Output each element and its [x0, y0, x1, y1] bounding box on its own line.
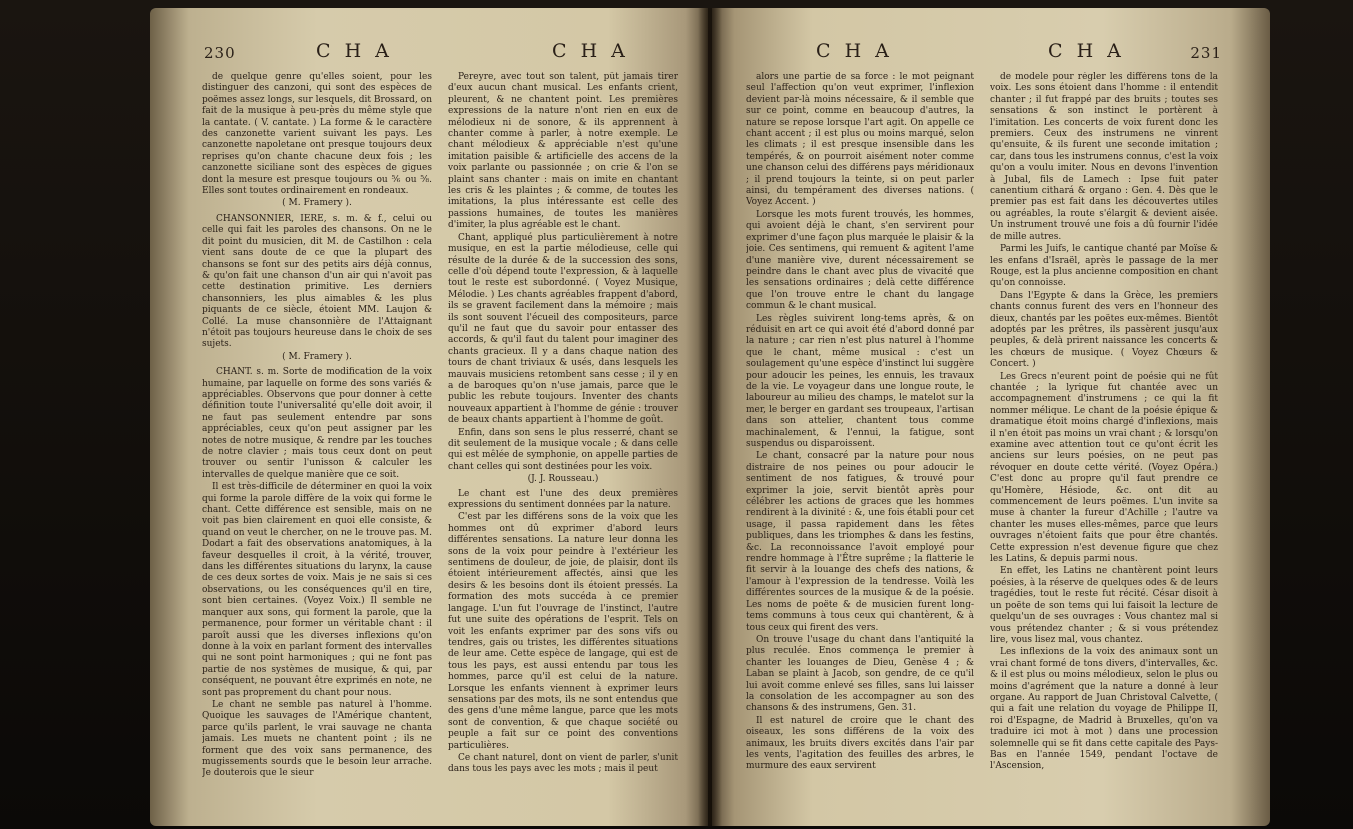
paragraph: On trouve l'usage du chant dans l'antiquité la plus reculée. Enos commença le premier à chanter les louanges de Dieu, Genèse 4 ; & Laban se plaint à Jacob, son gendre, de ce qu'il lui avoit comme enlevé ses filles, sans lui laisser la consolation de les accompagner au son des chansons & des instrumens, Gen. 31. [746, 634, 974, 714]
dictionary-entry: CHANT. s. m. Sorte de modification de la voix humaine, par laquelle on forme des sons variés & appréciables. Observons que pour donner à cette définition toute l'universalité qu'elle doit avoir, il ne faut pas seulement entendre par sons appréciables, ceux qu'on peut assigner par les notes de notre musique, & rendre par les touches de notre clavier ; mais tous ceux dont on peut trouver ou sentir l'unisson & calculer les intervalles de quelque manière que ce soit. [202, 367, 432, 480]
paragraph: Ce chant naturel, dont on vient de parler, s'unit dans tous les pays avec les mots ; mais il peut [448, 752, 678, 775]
left-page-number: 230 [204, 44, 236, 62]
author-signature: ( M. Framery ). [282, 198, 352, 209]
right-column-1 [746, 72, 974, 810]
left-page-columns [202, 72, 678, 810]
right-page-columns [746, 72, 1218, 810]
paragraph: Le chant ne semble pas naturel à l'homme. Quoique les sauvages de l'Amérique chantent, parce qu'ils parlent, le vrai sauvage ne chanta jamais. Les muets ne chantent point ; ils ne forment que des voix sans permanence, des mugissements sourds que le besoin leur arrache. Je douterois que le sieur [202, 699, 432, 779]
paragraph: de quelque genre qu'elles soient, pour les distinguer des canzoni, qui sont des espèces de poëmes assez longs, sur lesquels, dit Brossard, on fait de la musique à peu-près du même style que la cantate. ( V. cantate. ) La forme & le caractère des canzonette varient suivant les pays. Les canzonette napoletane ont presque toujours deux reprises qu'on chante chacune deux fois ; les canzonette siciliane sont des espèces de gigues dont la mesure est presque toujours ou ⅚ ou ⅝. Elles sont toutes ordinairement en rondeaux. [202, 72, 432, 197]
paragraph: de modele pour régler les différens tons de la voix. Les sons étoient dans l'homme : il entendit chanter ; il fut frappé par des bruits ; toutes ses sensations & son instinct le portèrent à l'imitation. Les concerts de voix furent donc les premiers. Ceux des instrumens ne vinrent qu'ensuite, & ils furent une seconde imitation ; car, dans tous les instrumens connus, c'est la voix qu'on a voulu imiter. Nous en devons l'invention à Jubal, fils de Lamech : Ipse fuit pater canentium cithará & organo : Gen. 4. Dès que le premier pas est fait dans les découvertes utiles ou agréables, la route s'élargit & devient aisée. Un instrument trouvé une fois a dû fournir l'idée de mille autres. [990, 72, 1218, 242]
author-signature: (J. J. Rousseau.) [527, 474, 599, 485]
right-page-number: 231 [1190, 44, 1222, 62]
right-page [712, 8, 1270, 826]
paragraph: Pereyre, avec tout son talent, pût jamais tirer d'eux aucun chant musical. Les enfants crient, pleurent, & ne chantent point. Les premières expressions de la nature n'ont rien en eux de mélodieux ni de sonore, & ils apprennent à chanter comme à parler, à notre exemple. Le chant mélodieux & appréciable n'est qu'une imitation paisible & artificielle des accens de la voix parlante ou passionnée ; on crie & l'on se plaint sans chanter : mais on imite en chantant les cris & les plaintes ; & comme, de toutes les imitations, la plus intéressante est celle des passions humaines, de toutes les manières d'imiter, la plus agréable est le chant. [448, 72, 678, 231]
left-running-head-2: C H A [552, 40, 629, 62]
paragraph: Lorsque les mots furent trouvés, les hommes, qui avoient déjà le chant, s'en servirent pour exprimer d'une façon plus marquée le plaisir & la joie. Ces sentimens, qui remuent & agitent l'ame d'une manière vive, durent nécessairement se peindre dans le chant avec plus de vivacité que les sensations ordinaires ; delà cette différence que l'on trouve entre le chant du langage commun & le chant musical. [746, 209, 974, 312]
left-page [150, 8, 708, 826]
left-running-head-1: C H A [316, 40, 393, 62]
paragraph: Le chant, consacré par la nature pour nous distraire de nos peines ou pour adoucir le sentiment de nos fatigues, & trouvé pour exprimer la joie, servit bientôt après pour célébrer les actions de graces que les hommes rendirent à la divinité : &, une fois établi pour cet usage, il passa rapidement dans les fêtes publiques, dans les triomphes & dans les festins, &c. La reconnoissance l'avoit employé pour rendre hommage à l'Être suprême ; la flatterie le fit servir à la louange des chefs des nations, & l'amour à l'expression de la tendresse. Voilà les différentes sources de la musique & de la poésie. Les noms de poëte & de musicien furent long-tems communs à tous ceux qui chantèrent, & à tous ceux qui firent des vers. [746, 451, 974, 633]
right-running-head-1: C H A [816, 40, 893, 62]
author-signature: ( M. Framery ). [282, 351, 352, 362]
paragraph: Les règles suivirent long-tems après, & on réduisit en art ce qui avoit été d'abord donné par la nature ; car rien n'est plus naturel à l'homme que le chant, même musical : c'est un soulagement qu'une espèce d'instinct lui suggère pour adoucir les peines, les ennuis, les travaux de la vie. Le voyageur dans une longue route, le laboureur au milieu des champs, le matelot sur la mer, le berger en gardant ses troupeaux, l'artisan dans son attelier, chantent tous comme machinalement, & l'ennui, la fatigue, sont suspendus ou disparoissent. [746, 313, 974, 449]
dictionary-entry: CHANSONNIER, IERE, s. m. & f., celui ou celle qui fait les paroles des chansons. On ne le dit point du musicien, dit M. de Castilhon : cela vient sans doute de ce que la plupart des chansons se font sur des petits airs déjà connus, & qu'on fait une chanson d'un air qui n'avoit pas cette destination primitive. Les derniers chansonniers, les plus aimables & les plus piquants de ce siècle, étoient MM. Laujon & Collé. La muse chansonnière de l'Attaignant n'étoit pas toujours heureuse dans le choix de ses sujets. [202, 213, 432, 350]
paragraph: Les Grecs n'eurent point de poésie qui ne fût chantée ; la lyrique fut chantée avec un accompagnement d'instrumens ; ce qui la fit nommer mélique. Le chant de la poésie épique & dramatique étoit moins chargé d'inflexions, mais il n'en étoit pas moins un vrai chant ; & lorsqu'on examine avec attention tout ce qu'ont écrit les anciens sur leurs poésies, on ne peut pas révoquer en doute cette vérité. (Voyez Opéra.) C'est donc au propre qu'il faut prendre ce qu'Homère, Hésiode, &c. ont dit au commencement de leurs poëmes. L'un invite sa muse à chanter la fureur d'Achille ; l'autre va chanter les muses elles-mêmes, parce que leurs ouvrages n'étoient faits que pour être chantés. Cette expression n'est devenue figure que chez les Latins, & depuis parmi nous. [990, 371, 1218, 565]
paragraph: Les inflexions de la voix des animaux sont un vrai chant formé de tons divers, d'intervalles, &c. & il est plus ou moins mélodieux, selon le plus ou moins d'agrément que la nature a donné à leur organe. Au rapport de Juan Christoval Calvette, ( qui a fait une relation du voyage de Philippe II, roi d'Espagne, de Madrid à Bruxelles, qu'on va traduire ici mot à mot ) dans une procession solemnelle qui se fit dans cette capitale des Pays-Bas en l'année 1549, pendant l'octave de l'Ascension, [990, 647, 1218, 772]
right-column-2 [990, 72, 1218, 810]
paragraph: C'est par les différens sons de la voix que les hommes ont dû exprimer d'abord leurs différentes sensations. La nature leur donna les sons de la voix pour peindre à l'extérieur les sentimens de douleur, de joie, de plaisir, dont ils étoient intérieurement affectés, ainsi que les desirs & les besoins dont ils étoient pressés. La formation des mots succéda à ce premier langage. L'un fut l'ouvrage de l'instinct, l'autre fut une suite des opérations de l'esprit. Tels on voit les enfants exprimer par des sons vifs ou tendres, gais ou tristes, les différentes situations de leur ame. Cette espèce de langage, qui est de tous les pays, est aussi entendu par tous les hommes, parce qu'il est celui de la nature. Lorsque les enfants viennent à exprimer leurs sensations par des mots, ils ne sont entendus que des gens d'une même langue, parce que les mots sont de convention, & que chaque société ou peuple a fait sur ce point des conventions particulières. [448, 512, 678, 751]
paragraph: En effet, les Latins ne chantèrent point leurs poésies, à la réserve de quelques odes & de leurs tragédies, tout le reste fut récité. César disoit à un poëte de son tems qui lui faisoit la lecture de quelqu'un de ses ouvrages : Vous chantez mal si vous prétendez chanter ; & si vous prétendez lire, vous lisez mal, vous chantez. [990, 566, 1218, 645]
left-page-header [150, 38, 708, 68]
paragraph: Le chant est l'une des deux premières expressions du sentiment données par la nature. [448, 488, 678, 511]
paragraph: Il est très-difficile de déterminer en quoi la voix qui forme la parole diffère de la voix qui forme le chant. Cette différence est sensible, mais on ne voit pas bien clairement en quoi elle consiste, & quand on veut le chercher, on ne le trouve pas. M. Dodart a fait des observations anatomiques, à la faveur desquelles il croit, à la vérité, trouver, dans les différentes situations du larynx, la cause de ces deux sortes de voix. Mais je ne sais si ces observations, ou les conséquences qu'il en tire, sont bien certaines. (Voyez Voix.) Il semble ne manquer aux sons, qui forment la parole, que la permanence, pour former un véritable chant : il paroît aussi que les diverses inflexions qu'on donne à la voix en parlant forment des intervalles qui ne sont point harmoniques ; qui ne font pas partie de nos systèmes de musique, & qui, par conséquent, ne pouvant être exprimés en note, ne sont pas proprement du chant pour nous. [202, 482, 432, 698]
right-page-header [712, 38, 1270, 68]
left-column-2 [448, 72, 678, 810]
paragraph: Il est naturel de croire que le chant des oiseaux, les sons différens de la voix des animaux, les bruits divers excités dans l'air par les vents, l'agitation des feuilles des arbres, le murmure des eaux servirent [746, 715, 974, 772]
right-running-head-2: C H A [1048, 40, 1125, 62]
book-spread [150, 8, 1270, 826]
left-column-1 [202, 72, 432, 810]
paragraph: Dans l'Egypte & dans la Grèce, les premiers chants connus furent des vers en l'honneur des dieux, chantés par les poëtes eux-mêmes. Bientôt adoptés par les prêtres, ils passèrent jusqu'aux peuples, & delà prirent naissance les concerts & les chœurs de musique. ( Voyez Chœurs & Concert. ) [990, 290, 1218, 370]
paragraph: Chant, appliqué plus particulièrement à notre musique, en est la partie mélodieuse, celle qui résulte de la durée & de la succession des sons, celle d'où dépend toute l'expression, & à laquelle tout le reste est subordonné. ( Voyez Musique, Mélodie. ) Les chants agréables frappent d'abord, ils se gravent facilement dans la mémoire ; mais ils sont souvent l'écueil des compositeurs, parce qu'il ne faut que du savoir pour entasser des accords, & qu'il faut du talent pour imaginer des chants gracieux. Il y a dans chaque nation des tours de chant triviaux & usés, dans lesquels les mauvais musiciens retombent sans cesse ; il y en a de baroques qu'on n'use jamais, parce que le public les rebute toujours. Inventer des chants nouveaux appartient à l'homme de génie : trouver de beaux chants appartient à l'homme de goût. [448, 232, 678, 426]
paragraph: Enfin, dans son sens le plus resserré, chant se dit seulement de la musique vocale ; & dans celle qui est mêlée de symphonie, on appelle parties de chant celles qui sont destinées pour les voix. [448, 427, 678, 472]
paragraph: Parmi les Juifs, le cantique chanté par Moïse & les enfans d'Israël, après le passage de la mer Rouge, est la plus ancienne composition en chant qu'on connoisse. [990, 244, 1218, 289]
paragraph: alors une partie de sa force : le mot peignant seul l'affection qu'on veut exprimer, l'inflexion devient par-là moins nécessaire, & il semble que sur ce point, comme en beaucoup d'autres, la nature se repose lorsque l'art agit. On appelle ce chant accent ; il est plus ou moins marqué, selon les climats ; il est presque insensible dans les tempérés, & on pourroit aisément noter comme une chanson celui des différens pays méridionaux ; il prend toujours la teinte, si on peut parler ainsi, du tempérament des diverses nations. ( Voyez Accent. ) [746, 72, 974, 208]
